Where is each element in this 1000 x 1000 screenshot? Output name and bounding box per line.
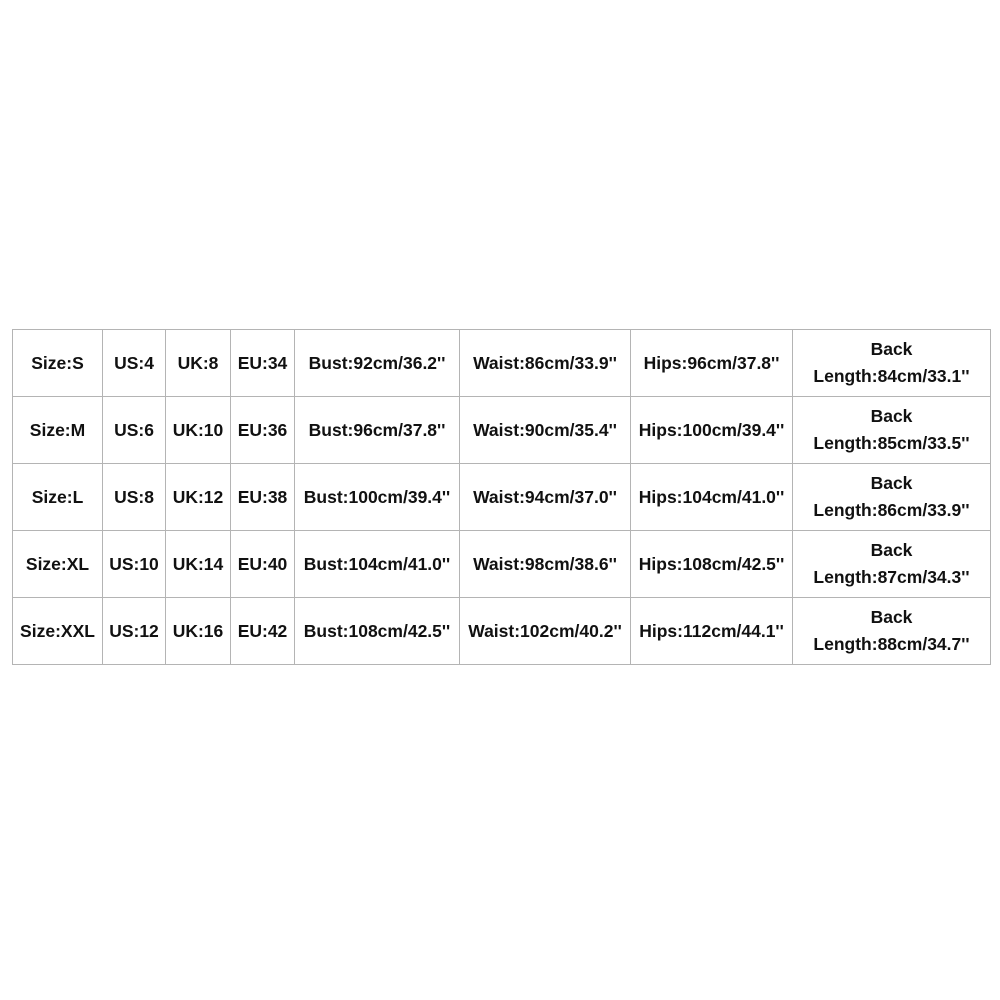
back-length-value: Length:87cm/34.3'' xyxy=(813,567,970,587)
back-length-cell xyxy=(793,531,991,598)
bust-cell: Bust:104cm/41.0'' xyxy=(295,531,460,598)
eu-size-cell: EU:40 xyxy=(231,531,295,598)
back-length-value: Length:85cm/33.5'' xyxy=(813,433,970,453)
back-label: Back xyxy=(870,607,913,627)
bust-cell: Bust:108cm/42.5'' xyxy=(295,598,460,665)
back-length-cell xyxy=(793,598,991,665)
table-row xyxy=(13,464,991,531)
size-cell: Size:XXL xyxy=(13,598,103,665)
hips-cell: Hips:112cm/44.1'' xyxy=(631,598,793,665)
size-cell: Size:XL xyxy=(13,531,103,598)
back-length-cell xyxy=(793,397,991,464)
us-size-cell: US:8 xyxy=(103,464,166,531)
back-length-value: Length:88cm/34.7'' xyxy=(813,634,970,654)
uk-size-cell: UK:12 xyxy=(166,464,231,531)
back-label: Back xyxy=(870,540,913,560)
back-label: Back xyxy=(870,473,913,493)
us-size-cell: US:6 xyxy=(103,397,166,464)
back-label: Back xyxy=(870,339,913,359)
uk-size-cell: UK:10 xyxy=(166,397,231,464)
eu-size-cell: EU:38 xyxy=(231,464,295,531)
us-size-cell: US:4 xyxy=(103,330,166,397)
hips-cell: Hips:100cm/39.4'' xyxy=(631,397,793,464)
bust-cell: Bust:92cm/36.2'' xyxy=(295,330,460,397)
us-size-cell: US:12 xyxy=(103,598,166,665)
table-row xyxy=(13,531,991,598)
size-chart-table xyxy=(12,329,991,665)
back-length-value: Length:84cm/33.1'' xyxy=(813,366,970,386)
hips-cell: Hips:108cm/42.5'' xyxy=(631,531,793,598)
back-label: Back xyxy=(870,406,913,426)
eu-size-cell: EU:34 xyxy=(231,330,295,397)
bust-cell: Bust:100cm/39.4'' xyxy=(295,464,460,531)
eu-size-cell: EU:36 xyxy=(231,397,295,464)
table-row xyxy=(13,330,991,397)
back-length-value: Length:86cm/33.9'' xyxy=(813,500,970,520)
back-length-cell xyxy=(793,464,991,531)
size-cell: Size:S xyxy=(13,330,103,397)
us-size-cell: US:10 xyxy=(103,531,166,598)
table-row xyxy=(13,598,991,665)
uk-size-cell: UK:16 xyxy=(166,598,231,665)
size-cell: Size:L xyxy=(13,464,103,531)
waist-cell: Waist:86cm/33.9'' xyxy=(460,330,631,397)
bust-cell: Bust:96cm/37.8'' xyxy=(295,397,460,464)
uk-size-cell: UK:8 xyxy=(166,330,231,397)
back-length-cell xyxy=(793,330,991,397)
hips-cell: Hips:96cm/37.8'' xyxy=(631,330,793,397)
size-cell: Size:M xyxy=(13,397,103,464)
waist-cell: Waist:90cm/35.4'' xyxy=(460,397,631,464)
waist-cell: Waist:102cm/40.2'' xyxy=(460,598,631,665)
hips-cell: Hips:104cm/41.0'' xyxy=(631,464,793,531)
eu-size-cell: EU:42 xyxy=(231,598,295,665)
waist-cell: Waist:98cm/38.6'' xyxy=(460,531,631,598)
table-row xyxy=(13,397,991,464)
uk-size-cell: UK:14 xyxy=(166,531,231,598)
waist-cell: Waist:94cm/37.0'' xyxy=(460,464,631,531)
